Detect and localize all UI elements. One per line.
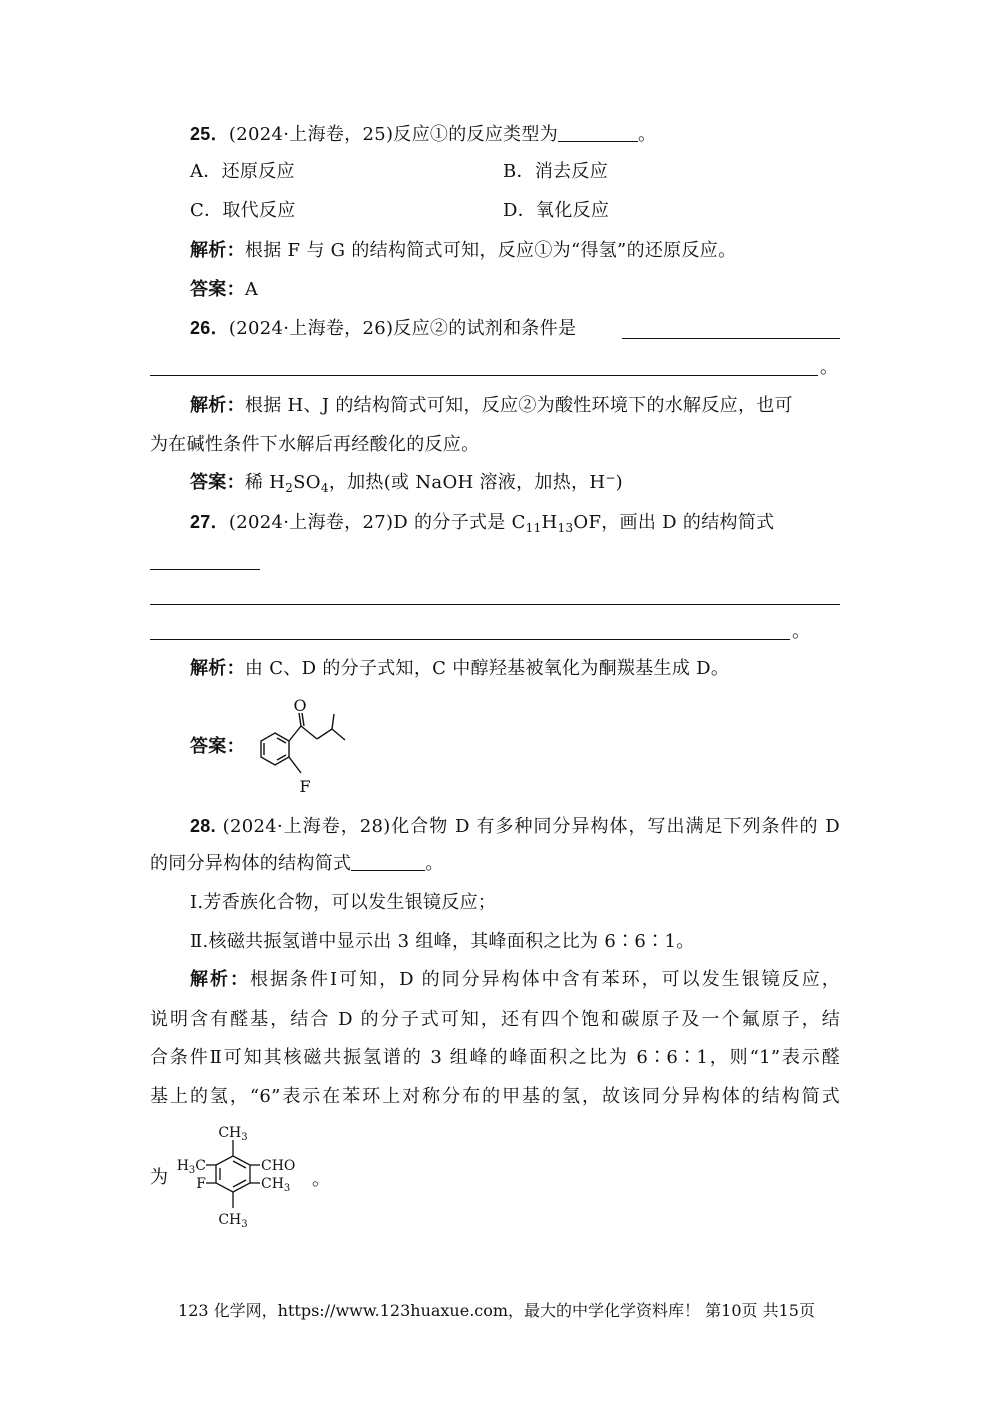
q27-answer-label (190, 735, 245, 759)
q28-analysis-prefix: 为 (150, 1167, 169, 1188)
q28-stem-text-2: 的同分异构体的结构简式 (150, 853, 352, 874)
q26-answer-part-b: SO (293, 472, 321, 493)
q27-stem (190, 510, 774, 535)
q28-condition-2: Ⅱ.核磁共振氢谱中显示出 3 组峰，其峰面积之比为 6∶6∶1。 (190, 931, 695, 952)
isomer-f-left: F (196, 1176, 206, 1192)
q27-sub-1: 11 (525, 521, 542, 535)
q26-answer-part-c: ，加热(或 NaOH 溶液，加热，H (328, 472, 606, 493)
isomer-ch3-top: $CH_3$ (218, 1125, 248, 1143)
q27-end: 。 (792, 621, 811, 642)
isomer-h3c-left: $H_3C$ (176, 1158, 206, 1176)
q26-answer-part-a: 稀 H (244, 472, 286, 493)
q26-answer-sub-1: 2 (285, 481, 294, 495)
q25-number: 25． (190, 124, 229, 144)
q27-answer-label-text: 答案： (190, 736, 245, 757)
q25-option-b: B．消去反应 (503, 161, 609, 182)
q28-analysis-end: 。 (312, 1169, 331, 1190)
q28-condition-1: Ⅰ.芳香族化合物，可以发生银镜反应； (190, 892, 497, 913)
q26-end: 。 (820, 357, 839, 378)
q28-analysis-text-1: 根据条件Ⅰ可知，D 的同分异构体中含有苯环，可以发生银镜反应， (250, 969, 840, 990)
q27-sub-2: 13 (557, 521, 574, 535)
q28-analysis-line-2: 说明含有醛基，结合 D 的分子式可知，还有四个饱和碳原子及一个氟原子，结 (150, 1009, 840, 1030)
q28-number: 28. (190, 816, 216, 836)
q27-analysis (190, 657, 729, 681)
q28-stem-line-2 (150, 852, 444, 876)
q26-analysis-line-2: 为在碱性条件下水解后再经酸化的反应。 (150, 434, 480, 455)
q25-analysis (190, 239, 736, 263)
q26-answer (190, 471, 623, 495)
page-footer: 123 化学网，https://www.123huaxue.com，最大的中学化学资料库！ 第10页 共15页 (178, 1301, 815, 1320)
q28-analysis-line-3: 合条件Ⅱ可知其核磁共振氢谱的 3 组峰的峰面积之比为 6∶6∶1，则“1”表示醛 (150, 1047, 840, 1068)
isomer-ch3-right: $CH_3$ (261, 1176, 291, 1194)
q25-analysis-text: 根据 F 与 G 的结构简式可知，反应①为“得氢”的还原反应。 (244, 240, 737, 261)
q25-stem (190, 122, 656, 147)
q26-stem-text: (2024·上海卷，26)反应②的试剂和条件是 (228, 318, 577, 339)
q26-blank-line-2 (150, 375, 818, 376)
q28-isomer-structure (170, 1120, 320, 1230)
q26-answer-sup: − (605, 471, 616, 485)
q27-blank-line-3 (150, 639, 790, 640)
q27-stem-part-c: OF，画出 D 的结构简式 (573, 512, 775, 533)
q25-analysis-label: 解析： (190, 240, 245, 261)
q25-answer-label: 答案： (190, 279, 245, 300)
q27-blank-line-2 (150, 604, 840, 605)
q25-option-c: C．取代反应 (190, 200, 296, 221)
q28-stem-text-1: (2024·上海卷，28)化合物 D 有多种同分异构体，写出满足下列条件的 D (222, 816, 840, 837)
q27-answer-structure (245, 695, 355, 800)
q26-analysis-text-1: 根据 H、J 的结构简式可知，反应②为酸性环境下的水解反应，也可 (244, 395, 793, 416)
q26-analysis-label: 解析： (190, 395, 245, 416)
q28-stem-line-1 (190, 814, 840, 839)
structure-f-label: F (299, 777, 311, 796)
q28-analysis-label: 解析： (190, 969, 251, 990)
q25-end: 。 (638, 124, 657, 145)
isomer-cho-right: CHO (261, 1158, 296, 1174)
q25-option-d: D．氧化反应 (503, 200, 610, 221)
q26-number: 26． (190, 318, 229, 338)
structure-o-label: O (293, 696, 307, 715)
q25-answer-blank (558, 123, 638, 142)
q26-blank-line-1 (622, 338, 840, 339)
q28-answer-blank (351, 852, 425, 871)
q27-stem-part-b: H (541, 512, 558, 533)
q25-option-a: A．还原反应 (190, 161, 295, 182)
q25-answer (190, 278, 258, 302)
q26-stem (190, 316, 576, 341)
q26-answer-label: 答案： (190, 472, 245, 493)
q25-stem-text: (2024·上海卷，25)反应①的反应类型为 (228, 124, 558, 145)
q28-end: 。 (425, 853, 444, 874)
q27-stem-part-a: (2024·上海卷，27)D 的分子式是 C (228, 512, 526, 533)
q27-analysis-text: 由 C、D 的分子式知，C 中醇羟基被氧化为酮羰基生成 D。 (244, 658, 730, 679)
q27-number: 27． (190, 512, 229, 532)
isomer-ch3-bottom: $CH_3$ (218, 1212, 248, 1230)
q27-analysis-label: 解析： (190, 658, 245, 679)
q25-answer-text: A (244, 279, 259, 300)
q27-blank-line-1 (150, 569, 260, 570)
q28-analysis-line-1 (190, 968, 840, 992)
q26-answer-sub-2: 4 (320, 481, 329, 495)
q26-analysis-line-1 (190, 394, 793, 418)
q26-answer-part-d: ) (615, 472, 623, 493)
q28-analysis-line-4: 基上的氢，“6”表示在苯环上对称分布的甲基的氢，故该同分异构体的结构简式 (150, 1086, 840, 1107)
